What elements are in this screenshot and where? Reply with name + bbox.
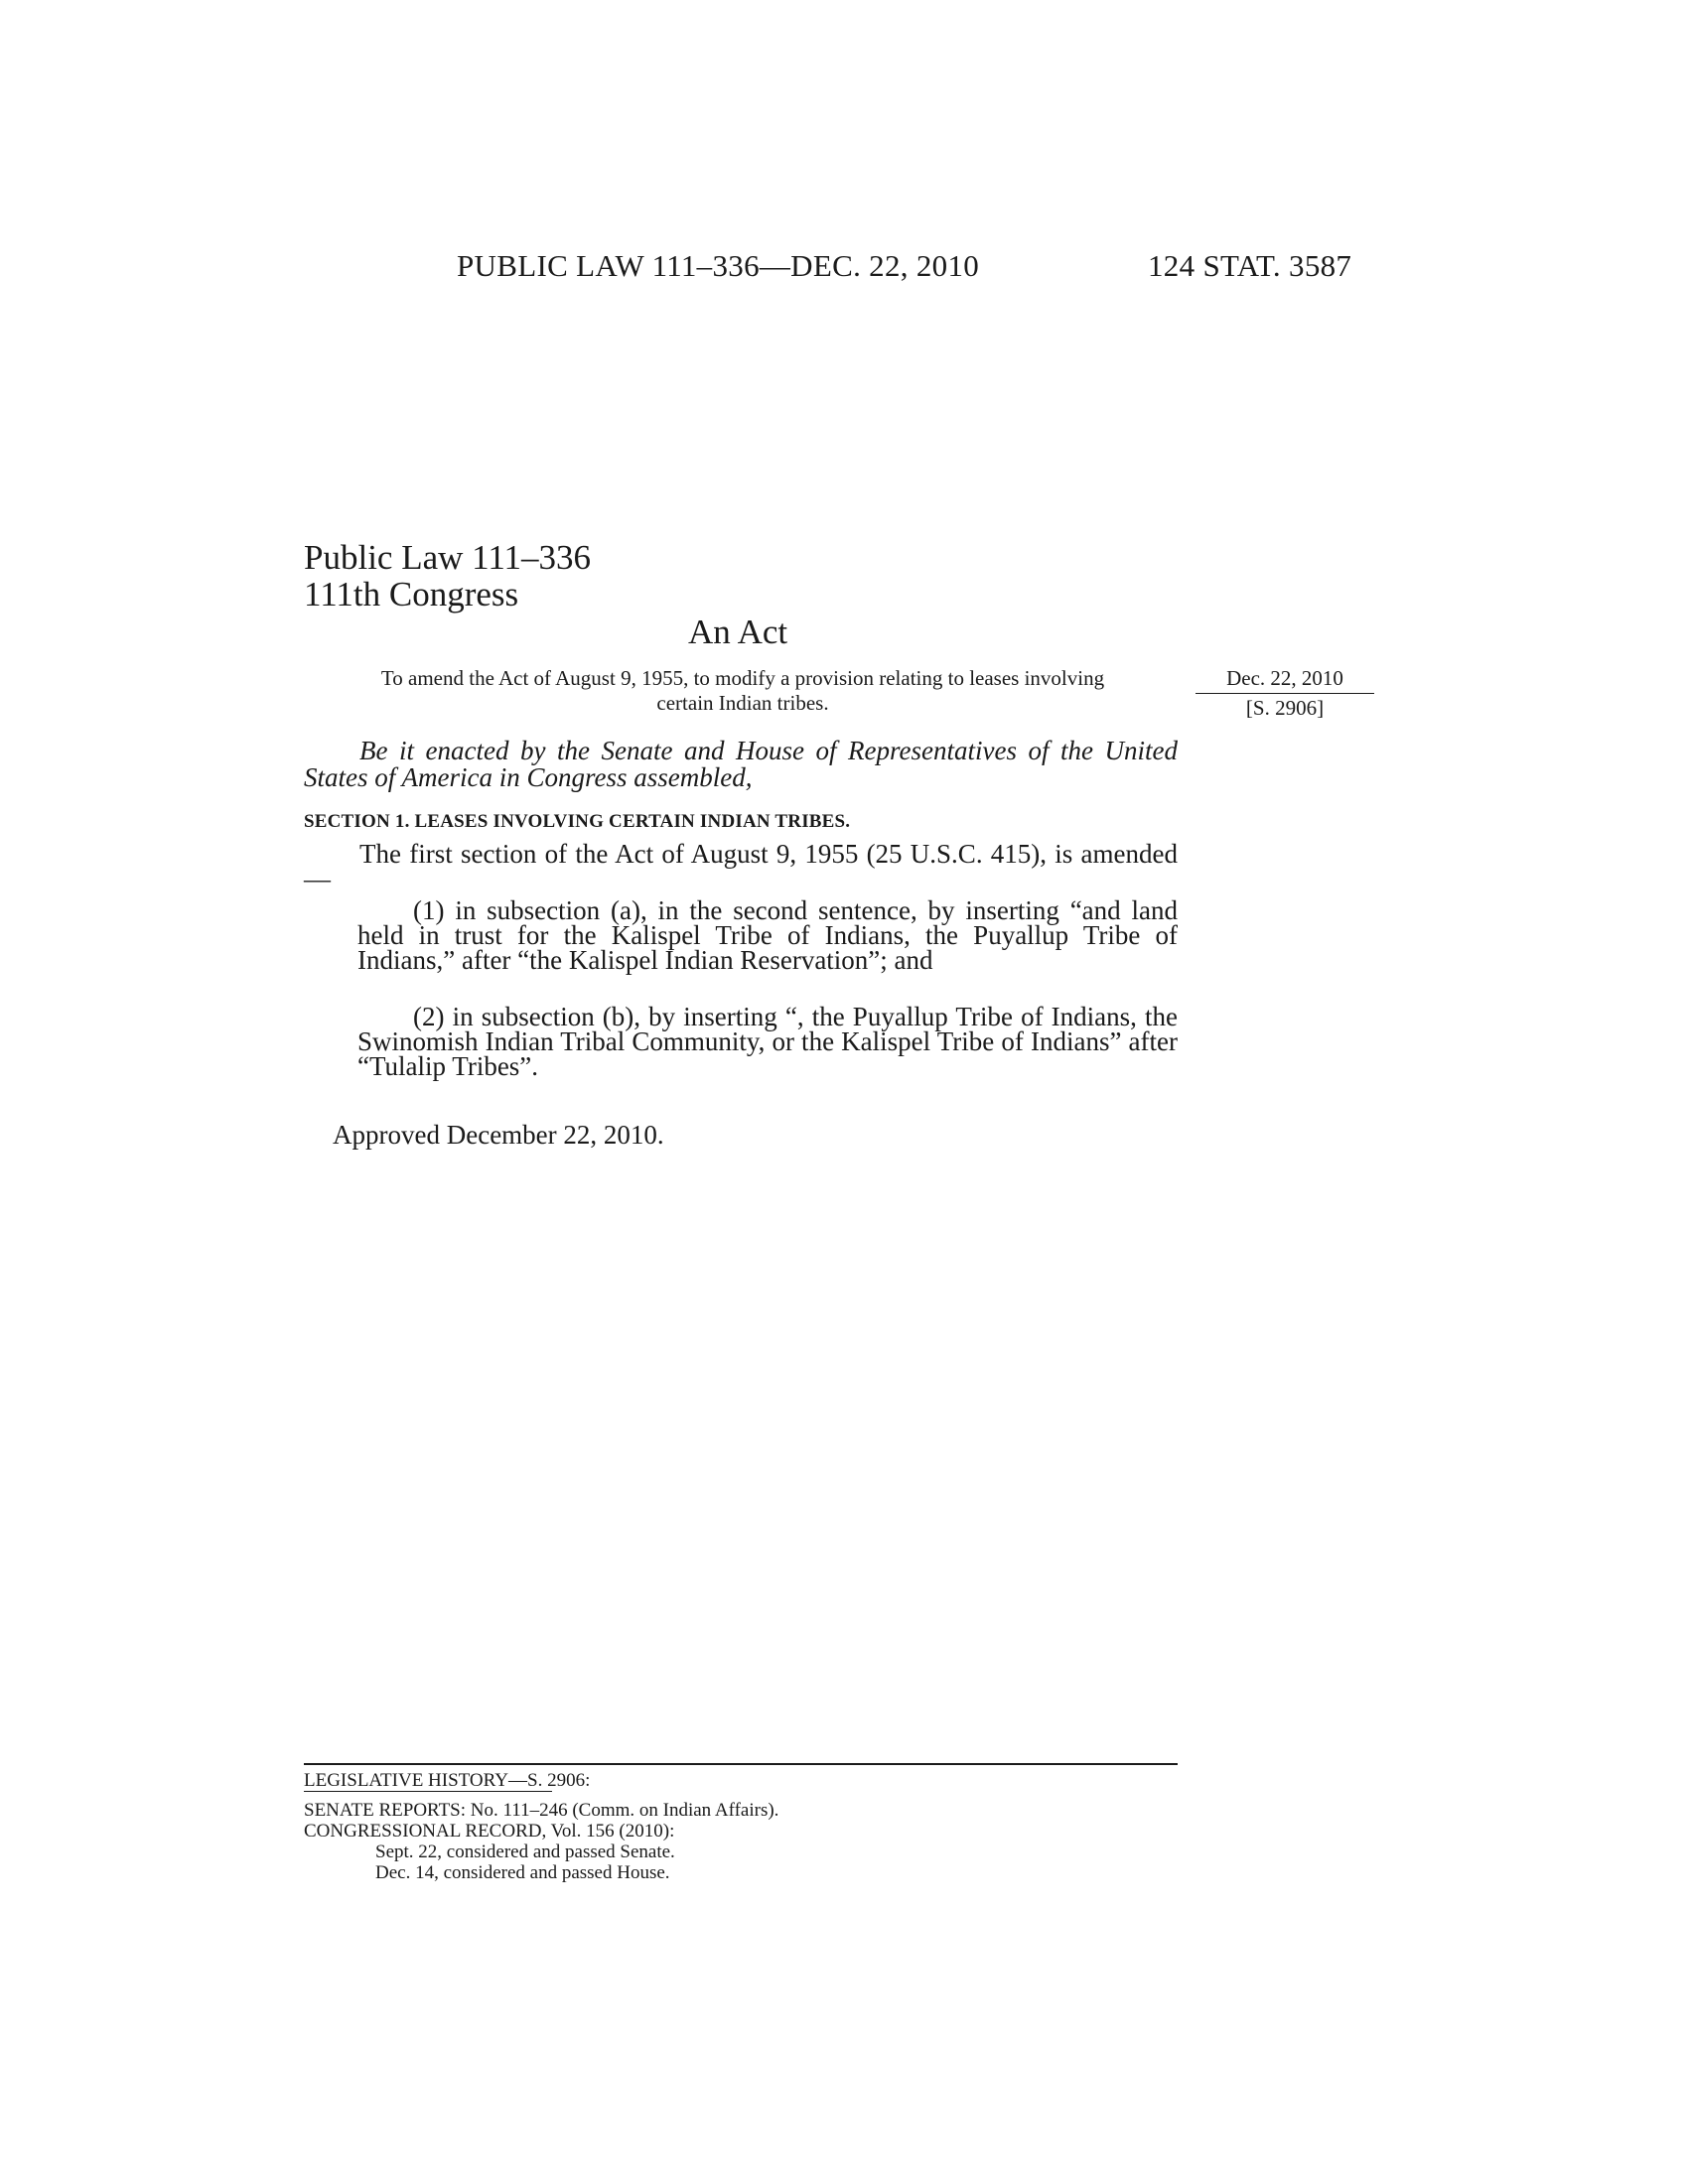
margin-date: Dec. 22, 2010 bbox=[1226, 666, 1343, 690]
margin-bill-number: [S. 2906] bbox=[1245, 696, 1325, 720]
act-heading: An Act bbox=[688, 613, 788, 651]
amendment-paragraph-2: (2) in subsection (b), by inserting “, the Puyallup Tribe of Indians, the Swinomish Indian Tribal Community, or the Kalispel Tribe of Indians” after “Tulalip Tribes”. bbox=[357, 1002, 1178, 1081]
congressional-record: CONGRESSIONAL RECORD, Vol. 156 (2010): bbox=[304, 1821, 675, 1842]
section-intro: The first section of the Act of August 9, 1955 (25 U.S.C. 415), is amended— bbox=[304, 839, 1178, 893]
congress-number: 111th Congress bbox=[304, 575, 519, 614]
public-law-number: Public Law 111–336 bbox=[304, 538, 592, 577]
history-action: Sept. 22, considered and passed Senate. bbox=[375, 1842, 675, 1862]
running-head-title: PUBLIC LAW 111–336—DEC. 22, 2010 bbox=[457, 248, 980, 283]
running-head-page: 124 STAT. 3587 bbox=[1148, 248, 1352, 283]
legislative-history-heading: LEGISLATIVE HISTORY—S. 2906: bbox=[304, 1770, 591, 1791]
section-heading: SECTION 1. LEASES INVOLVING CERTAIN INDIAN TRIBES. bbox=[304, 811, 851, 832]
enacting-clause: Be it enacted by the Senate and House of Representatives of the United States of America in Congress assembled, bbox=[304, 736, 1178, 792]
amendment-paragraph-1: (1) in subsection (a), in the second sentence, by inserting “and land held in trust for the Kalispel Tribe of Indians, the Puyallup Tribe of Indians,” after “the Kalispel Indian Reservation”; and bbox=[357, 895, 1178, 975]
approval-line: Approved December 22, 2010. bbox=[333, 1120, 664, 1150]
senate-reports: SENATE REPORTS: No. 111–246 (Comm. on Indian Affairs). bbox=[304, 1800, 779, 1821]
purpose-statement: To amend the Act of August 9, 1955, to modify a provision relating to leases involving certain Indian tribes. bbox=[380, 666, 1105, 715]
footer-rule bbox=[304, 1763, 1178, 1765]
margin-rule bbox=[1196, 693, 1374, 694]
legislative-history-underline bbox=[304, 1791, 552, 1792]
history-action: Dec. 14, considered and passed House. bbox=[375, 1862, 670, 1883]
